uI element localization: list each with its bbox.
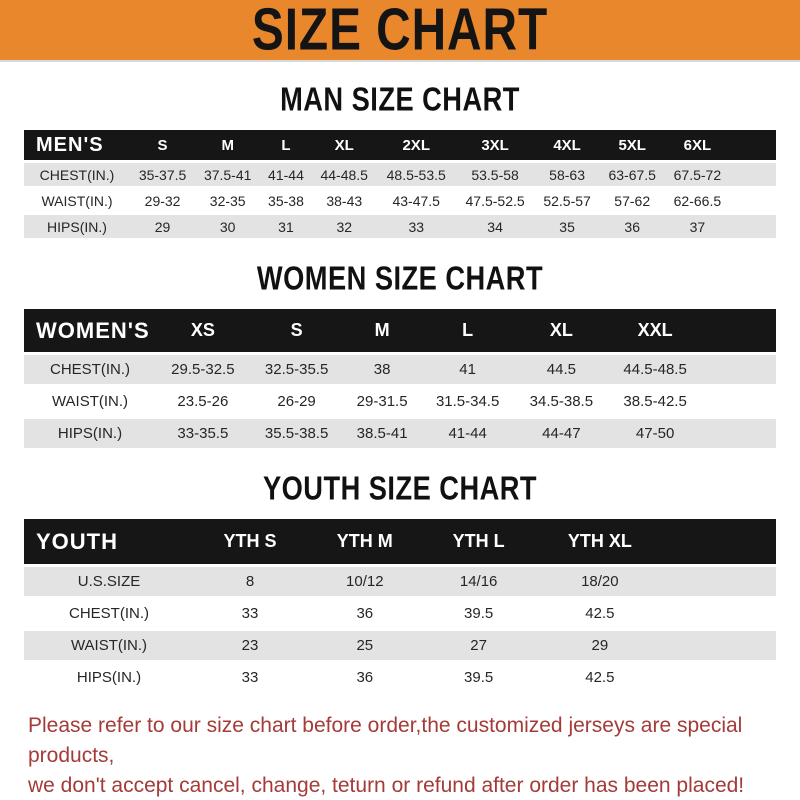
size-cell: 35.5-38.5 (250, 419, 344, 448)
table-title: MEN'S (24, 130, 130, 160)
size-cell: 18/20 (534, 567, 666, 596)
row-label: HIPS(IN.) (24, 663, 194, 692)
spacer-cell (702, 309, 776, 352)
table-title: YOUTH (24, 519, 194, 564)
size-table (24, 516, 776, 695)
table-row (24, 419, 776, 448)
column-header: 3XL (456, 130, 535, 160)
table-row (24, 215, 776, 238)
spacer-cell (702, 387, 776, 416)
page-title: SIZE CHART (251, 0, 549, 64)
size-cell: 33 (194, 663, 306, 692)
column-header: YTH XL (534, 519, 666, 564)
column-header: M (195, 130, 260, 160)
disclaimer (28, 711, 772, 800)
column-header: 6XL (665, 130, 730, 160)
row-label: WAIST(IN.) (24, 631, 194, 660)
table-header-row (24, 519, 776, 564)
size-section (0, 81, 800, 241)
table-row (24, 631, 776, 660)
column-header: YTH S (194, 519, 306, 564)
size-table (24, 306, 776, 451)
size-cell: 47.5-52.5 (456, 189, 535, 212)
row-label: WAIST(IN.) (24, 387, 156, 416)
size-cell: 38.5-41 (343, 419, 420, 448)
size-cell: 37.5-41 (195, 163, 260, 186)
size-cell: 44-48.5 (312, 163, 377, 186)
table-row (24, 355, 776, 384)
size-cell: 38.5-42.5 (608, 387, 702, 416)
size-cell: 32-35 (195, 189, 260, 212)
size-cell: 41-44 (421, 419, 515, 448)
size-cell: 41 (421, 355, 515, 384)
size-cell: 33 (377, 215, 456, 238)
size-cell: 35-37.5 (130, 163, 195, 186)
column-header: S (250, 309, 344, 352)
size-cell: 32.5-35.5 (250, 355, 344, 384)
size-cell: 31.5-34.5 (421, 387, 515, 416)
row-label: CHEST(IN.) (24, 163, 130, 186)
size-cell: 53.5-58 (456, 163, 535, 186)
spacer-cell (666, 567, 776, 596)
size-cell: 33-35.5 (156, 419, 250, 448)
spacer-cell (666, 631, 776, 660)
row-label: CHEST(IN.) (24, 599, 194, 628)
size-cell: 42.5 (534, 663, 666, 692)
spacer-cell (730, 215, 776, 238)
size-cell: 23.5-26 (156, 387, 250, 416)
size-cell: 23 (194, 631, 306, 660)
size-cell: 29-32 (130, 189, 195, 212)
size-cell: 52.5-57 (535, 189, 600, 212)
table-row (24, 387, 776, 416)
size-cell: 57-62 (600, 189, 665, 212)
size-section (0, 470, 800, 695)
size-cell: 14/16 (424, 567, 534, 596)
size-cell: 37 (665, 215, 730, 238)
size-cell: 32 (312, 215, 377, 238)
size-cell: 47-50 (608, 419, 702, 448)
size-cell: 58-63 (535, 163, 600, 186)
column-header: M (343, 309, 420, 352)
size-cell: 38 (343, 355, 420, 384)
size-cell: 44.5-48.5 (608, 355, 702, 384)
size-cell: 30 (195, 215, 260, 238)
size-table (24, 127, 776, 241)
row-label: WAIST(IN.) (24, 189, 130, 212)
size-cell: 8 (194, 567, 306, 596)
size-section (0, 260, 800, 451)
column-header: XS (156, 309, 250, 352)
size-cell: 44.5 (515, 355, 609, 384)
size-cell: 29 (130, 215, 195, 238)
size-cell: 42.5 (534, 599, 666, 628)
spacer-cell (666, 519, 776, 564)
spacer-cell (730, 189, 776, 212)
column-header: XL (312, 130, 377, 160)
column-header: XXL (608, 309, 702, 352)
size-cell: 36 (306, 599, 424, 628)
size-cell: 29.5-32.5 (156, 355, 250, 384)
size-cell: 39.5 (424, 663, 534, 692)
spacer-cell (666, 663, 776, 692)
row-label: CHEST(IN.) (24, 355, 156, 384)
size-cell: 62-66.5 (665, 189, 730, 212)
spacer-cell (702, 419, 776, 448)
column-header: L (421, 309, 515, 352)
column-header: 4XL (535, 130, 600, 160)
size-cell: 36 (600, 215, 665, 238)
size-cell: 10/12 (306, 567, 424, 596)
size-cell: 26-29 (250, 387, 344, 416)
row-label: U.S.SIZE (24, 567, 194, 596)
table-row (24, 567, 776, 596)
table-title: WOMEN'S (24, 309, 156, 352)
spacer-cell (730, 130, 776, 160)
disclaimer-line-2: we don't accept cancel, change, teturn or refund after order has been placed! (28, 773, 745, 797)
table-header-row (24, 309, 776, 352)
size-cell: 48.5-53.5 (377, 163, 456, 186)
size-cell: 35 (535, 215, 600, 238)
section-heading: WOMEN SIZE CHART (256, 260, 544, 298)
size-cell: 29-31.5 (343, 387, 420, 416)
size-cell: 31 (260, 215, 311, 238)
size-cell: 34.5-38.5 (515, 387, 609, 416)
column-header: 5XL (600, 130, 665, 160)
disclaimer-line-1: Please refer to our size chart before order,the customized jerseys are special products, (28, 714, 743, 767)
spacer-cell (666, 599, 776, 628)
spacer-cell (702, 355, 776, 384)
size-cell: 67.5-72 (665, 163, 730, 186)
size-cell: 63-67.5 (600, 163, 665, 186)
table-row (24, 163, 776, 186)
size-cell: 44-47 (515, 419, 609, 448)
table-row (24, 663, 776, 692)
size-cell: 36 (306, 663, 424, 692)
banner (0, 0, 800, 62)
size-cell: 43-47.5 (377, 189, 456, 212)
table-row (24, 189, 776, 212)
column-header: YTH L (424, 519, 534, 564)
size-cell: 27 (424, 631, 534, 660)
column-header: XL (515, 309, 609, 352)
section-heading: MAN SIZE CHART (280, 81, 520, 119)
column-header: YTH M (306, 519, 424, 564)
size-cell: 34 (456, 215, 535, 238)
spacer-cell (730, 163, 776, 186)
section-heading: YOUTH SIZE CHART (262, 470, 538, 508)
size-cell: 29 (534, 631, 666, 660)
size-cell: 33 (194, 599, 306, 628)
size-cell: 39.5 (424, 599, 534, 628)
column-header: S (130, 130, 195, 160)
size-cell: 25 (306, 631, 424, 660)
column-header: 2XL (377, 130, 456, 160)
size-cell: 41-44 (260, 163, 311, 186)
size-cell: 38-43 (312, 189, 377, 212)
table-row (24, 599, 776, 628)
table-header-row (24, 130, 776, 160)
row-label: HIPS(IN.) (24, 215, 130, 238)
row-label: HIPS(IN.) (24, 419, 156, 448)
sections-container (0, 62, 800, 695)
size-cell: 35-38 (260, 189, 311, 212)
column-header: L (260, 130, 311, 160)
